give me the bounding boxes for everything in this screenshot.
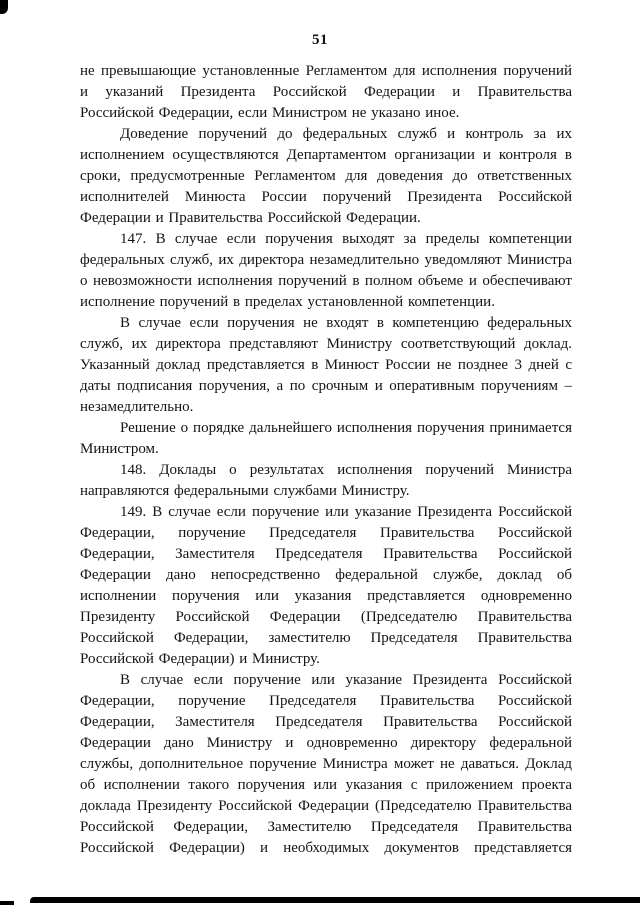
paragraph: Доведение поручений до федеральных служб и контроль за их исполнением осуществляются Департаментом организации и контроля в сроки, предусмотренные Регламентом для доведения до ответственных исполнителей Минюста России поручений Президента Российской Федерации и Правительства Российской Федерации. [80,126,572,226]
paragraph: В случае если поручение или указание Президента Российской Федерации, поручение Председателя Правительства Российской Федерации, Заместителя Председателя Правительства Российской Федерации дано Министру и одновременно директору федеральной службы, дополнительное поручение Министра может не даваться. Доклад об исполнении такого поручения или указания с приложением проекта доклада Президенту Российской Федерации (Председателю Правительства Российской Федерации, Заместителю Председателя Правительства Российской Федерации) и необходимых документов представляется [80,672,572,856]
paragraph: Решение о порядке дальнейшего исполнения поручения принимается Министром. [80,420,572,457]
paragraph: 149. В случае если поручение или указание Президента Российской Федерации, поручение Председателя Правительства Российской Федерации, Заместителя Председателя Правительства Российской Федерации дано непосредственно федеральной службе, доклад об исполнении поручения или указания представляется одновременно Президенту Российской Федерации (Председателю Правительства Российской Федерации, заместителю Председателя Правительства Российской Федерации) и Министру. [80,504,572,667]
scan-artifact-top-left [0,0,8,14]
document-body [80,61,572,859]
scan-artifact-bottom-left [0,901,14,905]
paragraph: В случае если поручения не входят в компетенцию федеральных служб, их директора представляют Министру соответствующий доклад. Указанный доклад представляется в Минюст России не позднее 3 дней с даты подписания поручения, а по срочным и оперативным поручениям – незамедлительно. [80,315,572,415]
page-number: 51 [312,32,328,48]
scan-artifact-bottom-bar [30,897,640,903]
paragraph: 147. В случае если поручения выходят за пределы компетенции федеральных служб, их директора незамедлительно уведомляют Министра о невозможности исполнения поручений в полном объеме и обеспечивают исполнение поручений в пределах установленной компетенции. [80,231,572,310]
paragraph: не превышающие установленные Регламентом для исполнения поручений и указаний Президента Российской Федерации и Правительства Российской Федерации, если Министром не указано иное. [80,63,572,121]
paragraph: 148. Доклады о результатах исполнения поручений Министра направляются федеральными службами Министру. [80,462,572,499]
